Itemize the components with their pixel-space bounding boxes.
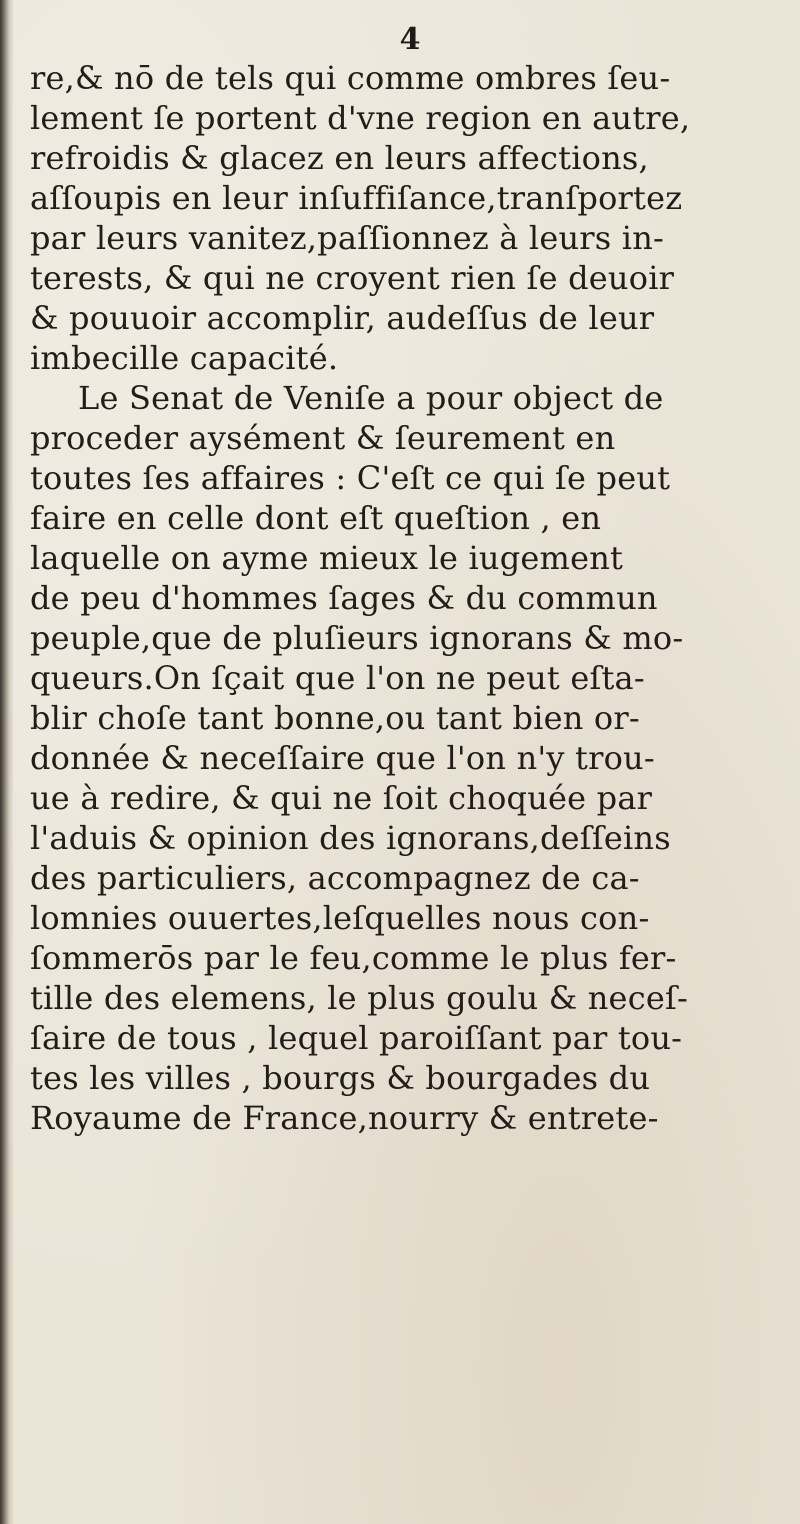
- text-line-16: queurs.On ſçait que l'on ne peut eſta-: [30, 659, 645, 697]
- text-line-4: aſſoupis en leur inſuffiſance,tranſportez: [30, 179, 683, 217]
- text-line-24: tille des elemens, le plus goulu & neceſ-: [30, 979, 689, 1017]
- text-line-20: l'aduis & opinion des ignorans,deſſeins: [30, 819, 671, 857]
- text-line-21: des particuliers, accompagnez de ca-: [30, 859, 640, 897]
- paragraph-start-line: Le Senat de Veniſe a pour object de: [78, 379, 664, 417]
- text-line-14: de peu d'hommes ſages & du commun: [30, 579, 658, 617]
- text-line-27: Royaume de France,nourry & entrete-: [30, 1099, 659, 1137]
- text-line-13: laquelle on ayme mieux le iugement: [30, 539, 624, 577]
- text-line-25: ſaire de tous , lequel paroiſſant par tou-: [30, 1019, 683, 1057]
- text-line-12: faire en celle dont eſt queſtion , en: [30, 499, 602, 537]
- text-line-1: re,& nō de tels qui comme ombres ſeu-: [30, 59, 671, 97]
- body-text: [30, 58, 775, 1138]
- text-line-19: ue à redire, & qui ne ſoit choquée par: [30, 779, 653, 817]
- text-line-5: par leurs vanitez,paſſionnez à leurs in-: [30, 219, 665, 257]
- text-line-2: lement ſe portent d'vne region en autre,: [30, 99, 691, 137]
- text-line-11: toutes ſes affaires : C'eſt ce qui ſe peut: [30, 459, 671, 497]
- text-line-26: tes les villes , bourgs & bourgades du: [30, 1059, 651, 1097]
- text-line-6: terests, & qui ne croyent rien ſe deuoir: [30, 259, 675, 297]
- text-line-3: refroidis & glacez en leurs affections,: [30, 139, 649, 177]
- text-line-7: & pouuoir accomplir, audeſſus de leur: [30, 299, 655, 337]
- text-line-15: peuple,que de pluſieurs ignorans & mo-: [30, 619, 684, 657]
- text-line-22: lomnies ouuertes,leſquelles nous con-: [30, 899, 650, 937]
- text-line-23: ſommerōs par le feu,comme le plus fer-: [30, 939, 677, 977]
- text-line-17: blir choſe tant bonne,ou tant bien or-: [30, 699, 640, 737]
- page-number: 4: [399, 22, 421, 57]
- text-line-8: imbecille capacité.: [30, 339, 339, 377]
- page-gutter-shadow: [0, 0, 14, 1524]
- text-line-10: proceder aysément & ſeurement en: [30, 419, 616, 457]
- text-line-18: donnée & neceſſaire que l'on n'y trou-: [30, 739, 655, 777]
